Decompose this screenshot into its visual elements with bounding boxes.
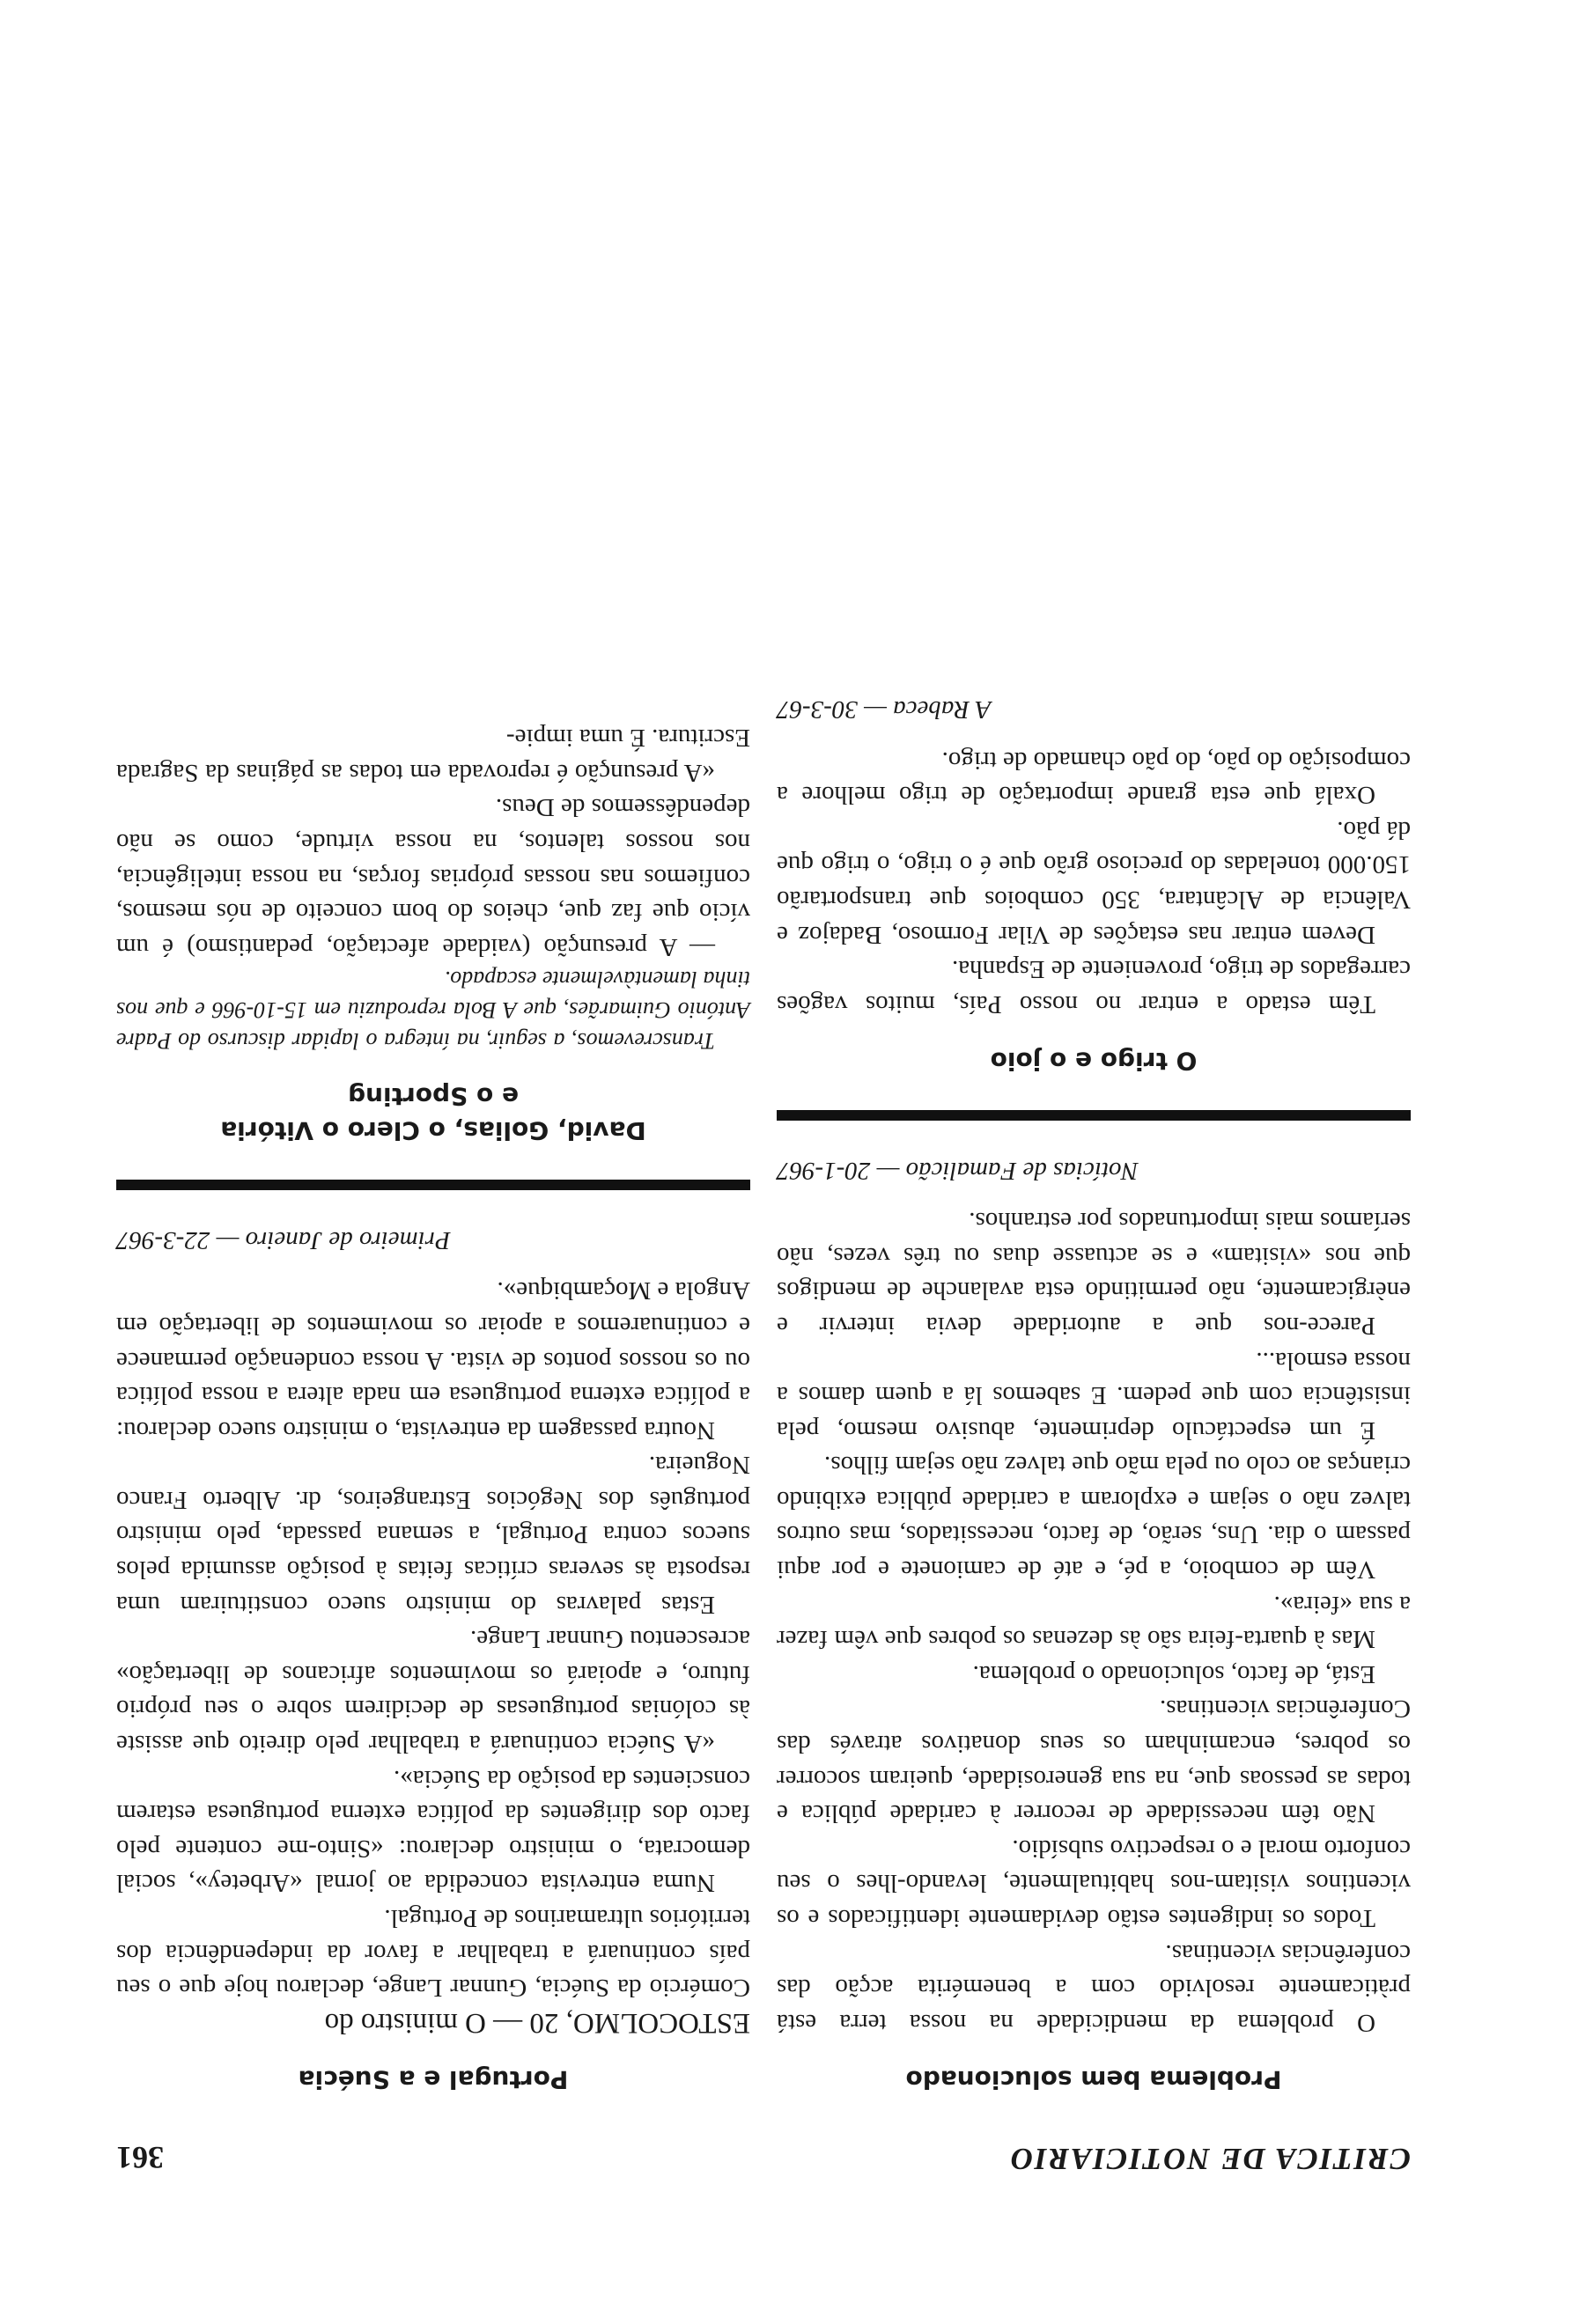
article-source: Notícias de Famalicão — 20-1-967 — [777, 1156, 1139, 1185]
article-title — [116, 1079, 750, 1148]
article-intro: Transcrevemos, a seguir, na íntegra o lapidar discurso do Padre António Guimarães, que A Bola reproduziu em 15-10-966 e que nos tinha lamentàvelmente escapado. — [116, 966, 750, 1054]
page-number: 361 — [116, 2140, 164, 2175]
article-source: A Rabeca — 30-3-67 — [777, 695, 992, 724]
article-david-golias — [116, 720, 750, 1149]
article-title: Problema bem solucionado — [905, 2065, 1282, 2094]
paragraph: Numa entrevista concedida ao jornal «Arbetey», social democrata, o ministro declarou: «Sinto-me contente pelo facto dos dirigentes da política externa portuguesa estarem conscientes da posição da Suécia». — [116, 1764, 750, 1898]
paragraph: É um espectáculo deprimente, abusivo mesmo, pela insistência com que pedem. E sabemos lá a quem damos a nossa esmola... — [777, 1346, 1411, 1445]
paragraph: Devem entrar nas estações de Vilar Formoso, Badajoz e Valência de Alcântara, 350 comboios que transportarão 150.000 toneladas do precioso grão que é o trigo, o trigo que dá pão. — [777, 815, 1411, 949]
paragraph: «A presunção é reprovada em todas as páginas da Sagrada Escritura. É uma impie- — [116, 724, 750, 787]
paragraph: Estas palavras do ministro sueco constituiram uma resposta às severas críticas feitas à posição assumida pelos suecos contra Portugal, a semana passada, pelo ministro português dos Negócios Estrangeiros, dr. Alberto Franco Nogueira. — [116, 1451, 750, 1619]
article-title: Portugal e a Suécia — [298, 2065, 569, 2094]
article-o-trigo-e-o-joio — [777, 691, 1411, 1078]
section-rule — [116, 1180, 750, 1190]
paragraph: — A presunção (vaidade afectação, pedantismo) é um vício que faz que, cheios do bom conceito de nós mesmos, confiemos nas nossas próprias forças, na nossa inteligência, nos nossos talentos, na nossa virtude, como se não dependêssemos de Deus. — [116, 793, 750, 961]
article-problema-bem-solucionado — [777, 1152, 1411, 2097]
paragraph: Têm estado a entrar no nosso País, muitos vagões carregados de trigo, proveniente de Espanha. — [777, 955, 1411, 1019]
article-portugal-e-a-suecia — [116, 1222, 750, 2097]
page-header — [116, 2123, 1411, 2176]
paragraph: Não têm necessidade de recorrer à caridade pública e todas as pessoas que, na sua generosidade, queiram socorrer os pobres, encaminham os seus donativos através das Conferências vicentinas. — [777, 1695, 1411, 1828]
paragraph: «A Suécia continuará a trabalhar pelo direito que assiste às colónias portuguesas de decidirem sobre o seu próprio futuro, e apoiará os movimentos africanos de libertação» acrescentou Gunnar Lange. — [116, 1625, 750, 1759]
paragraph: Está, de facto, solucionado o problema. — [972, 1659, 1375, 1688]
article-title: O trigo e o joio — [990, 1046, 1198, 1076]
section-rule — [777, 1110, 1411, 1121]
paragraph: Vêm de comboio, a pé, e até de camionete e por aqui passam o dia. Uns, serão, de facto, necessitados, mas outros talvez não o sejam e exploram a caridade pública exibindo crianças ao colo ou pela mão que talvez não sejam filhos. — [777, 1451, 1411, 1585]
article-source: Primeiro de Janeiro — 22-3-967 — [116, 1225, 451, 1254]
dateline: ESTOCOLMO, 20 — O ministro do — [324, 2006, 750, 2039]
paragraph: O problema da mendicidade na nossa terra está pràticamente resolvido com a benemérita acção das conferências vicentinas. — [777, 1938, 1411, 2037]
paragraph: Mas à quarta-feira são às dezenas os pobres que vêm fazer a sua «feira». — [777, 1590, 1411, 1654]
paragraph: Todos os indigentes estão devidamente identificados e os vicentinos visitam-nos habitualmente, levando-lhes o seu conforto moral e o respectivo subsídio. — [777, 1834, 1411, 1933]
paragraph: Comércio da Suécia, Gunnar Lange, declarou hoje que o seu país continuará a trabalhar a favor da independência dos territórios ultramarinos de Portugal. — [116, 1904, 750, 2003]
paragraph: Noutra passagem da entrevista, o ministro sueco declarou: a política externa portuguesa em nada altera a nossa política ou os nossos pontos de vista. A nossa condenação permanece e continuaremos a apoiar os movimentos de libertação em Angola e Moçambique». — [116, 1276, 750, 1445]
left-column — [777, 691, 1411, 2097]
article-title-line: e o Sporting — [348, 1081, 519, 1111]
right-column — [116, 720, 750, 2097]
paragraph: Oxalá que esta grande importação de trigo melhore a composição do pão, do pão chamado de trigo. — [777, 746, 1411, 810]
paragraph: Parece-nos que a autoridade devia intervir e enèrgicamente, não permitindo esta avalanche de mendigos que nos «visitam» e se actuasse duas ou três vezes, não seríamos mais importunados por estranhos. — [777, 1207, 1411, 1340]
article-title-line: David, Golias, o Clero o Vitória — [220, 1116, 646, 1146]
running-head: CRITICA DE NOTICIARIO — [1008, 2142, 1411, 2176]
